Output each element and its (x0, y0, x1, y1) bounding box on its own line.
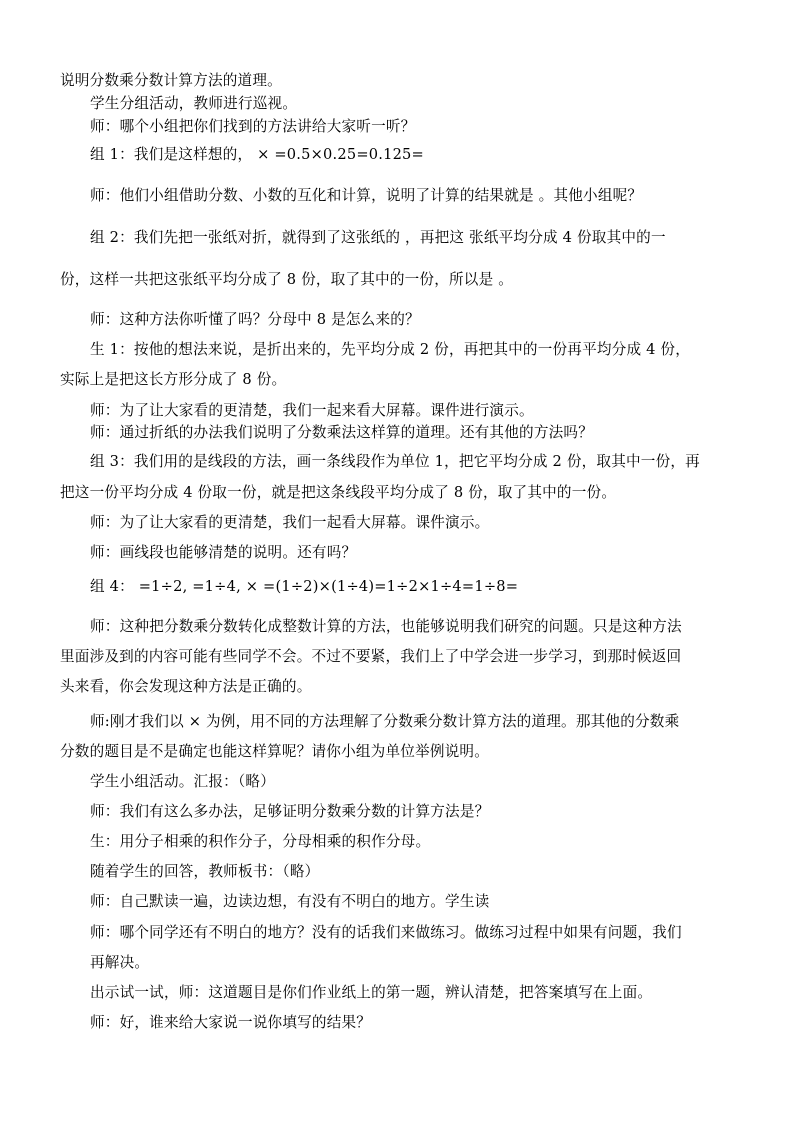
paragraph-line-29: 再解决。 (90, 954, 150, 971)
paragraph-line-3: 师：哪个小组把你们找到的方法讲给大家听一听？ (90, 118, 416, 135)
paragraph-line-15: 师：为了让大家看的更清楚，我们一起看大屏幕。课件演示。 (90, 514, 490, 531)
paragraph-line-27: 师：自己默读一遍，边读边想，有没有不明白的地方。学生读 (90, 893, 490, 910)
paragraph-line-31: 师：好，谁来给大家说一说你填写的结果？ (90, 1014, 372, 1031)
paragraph-line-4: 组 1：我们是这样想的， × =0.5×0.25=0.125= (90, 146, 424, 163)
paragraph-line-11: 师：为了让大家看的更清楚，我们一起来看大屏幕。课件进行演示。 (90, 402, 534, 419)
paragraph-line-18: 师：这种把分数乘分数转化成整数计算的方法，也能够说明我们研究的问题。只是这种方法 (90, 618, 682, 635)
paragraph-line-24: 师：我们有这么多办法，足够证明分数乘分数的计算方法是？ (90, 803, 490, 820)
paragraph-line-22: 分数的题目是不是确定也能这样算呢？请你小组为单位举例说明。 (60, 743, 490, 760)
paragraph-line-7: 份，这样一共把这张纸平均分成了 8 份，取了其中的一份，所以是 。 (60, 271, 514, 288)
paragraph-line-16: 师：画线段也能够清楚的说明。还有吗？ (90, 544, 357, 561)
paragraph-line-13: 组 3：我们用的是线段的方法，画一条线段作为单位 1，把它平均分成 2 份，取其中一份，再 (90, 453, 700, 470)
paragraph-line-17: 组 4： =1÷2, =1÷4, × =(1÷2)×(1÷4)=1÷2×1÷4=1÷8= (90, 578, 519, 595)
paragraph-line-5: 师：他们小组借助分数、小数的互化和计算，说明了计算的结果就是 。其他小组呢？ (90, 187, 643, 204)
paragraph-line-20: 头来看，你会发现这种方法是正确的。 (60, 678, 312, 695)
paragraph-line-28: 师：哪个同学还有不明白的地方？没有的话我们来做练习。做练习过程中如果有问题，我们 (90, 924, 682, 941)
paragraph-line-8: 师：这种方法你听懂了吗？分母中 8 是怎么来的？ (90, 311, 420, 328)
paragraph-line-6: 组 2：我们先把一张纸对折，就得到了这张纸的 ，再把这 张纸平均分成 4 份取其中的一 (90, 229, 666, 246)
paragraph-line-1: 说明分数乘分数计算方法的道理。 (60, 72, 282, 89)
paragraph-line-26: 随着学生的回答，教师板书：（略） (90, 863, 320, 880)
paragraph-line-12: 师：通过折纸的办法我们说明了分数乘法这样算的道理。还有其他的方法吗？ (90, 424, 593, 441)
paragraph-line-19: 里面涉及到的内容可能有些同学不会。不过不要紧，我们上了中学会进一步学习，到那时候返回 (60, 648, 682, 665)
paragraph-line-2: 学生分组活动，教师进行巡视。 (90, 95, 298, 112)
paragraph-line-25: 生：用分子相乘的积作分子，分母相乘的积作分母。 (90, 833, 431, 850)
paragraph-line-23: 学生小组活动。汇报：（略） (90, 773, 276, 790)
paragraph-line-10: 实际上是把这长方形分成了 8 份。 (60, 371, 287, 388)
paragraph-line-30: 出示试一试，师：这道题目是你们作业纸上的第一题，辨认清楚，把答案填写在上面。 (90, 984, 653, 1001)
paragraph-line-9: 生 1：按他的想法来说，是折出来的，先平均分成 2 份，再把其中的一份再平均分成 4 份， (90, 341, 691, 358)
paragraph-line-14: 把这一份平均分成 4 份取一份，就是把这条线段平均分成了 8 份，取了其中的一份。 (60, 484, 617, 501)
paragraph-line-21: 师:刚才我们以 × 为例，用不同的方法理解了分数乘分数计算方法的道理。那其他的分数乘 (90, 713, 680, 730)
